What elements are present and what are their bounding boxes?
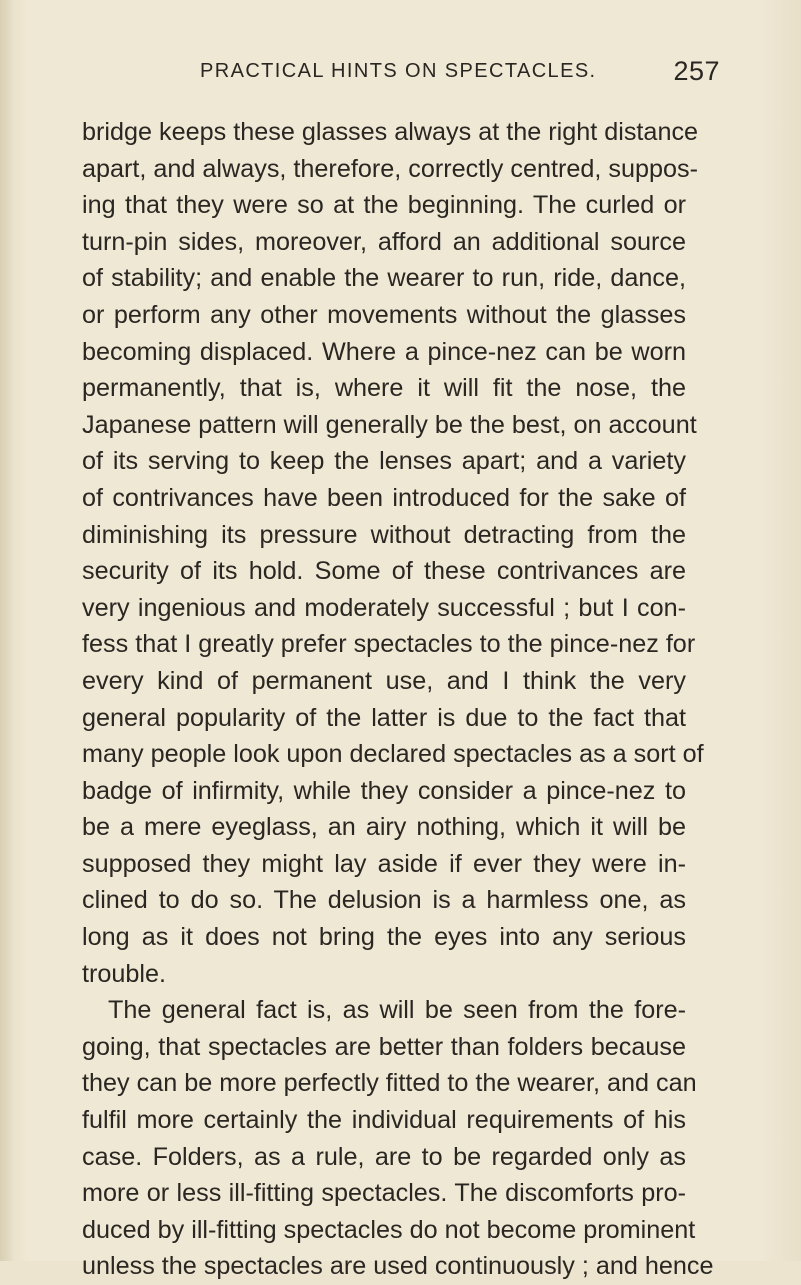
text-line: diminishing its pressure without detracting from the [82,520,686,549]
text-line: they can be more perfectly fitted to the wearer, and can [82,1069,697,1098]
text-line: very ingenious and moderately successful ; but I con- [82,593,686,622]
running-head-title: PRACTICAL HINTS ON SPECTACLES. [200,60,597,82]
text-line: of stability; and enable the wearer to run, ride, dance, [82,264,686,293]
text-line: long as it does not bring the eyes into any serious [82,923,686,952]
text-line: going, that spectacles are better than folders because [82,1032,686,1061]
page-edge-shadow [0,0,14,1261]
text-line: badge of infirmity, while they consider a pince-nez to [82,776,686,805]
text-line: every kind of permanent use, and I think the very [82,666,686,695]
text-line-paragraph-end: trouble. [82,959,167,988]
text-line: clined to do so. The delusion is a harmless one, as [82,886,686,915]
text-line: duced by ill-fitting spectacles do not become prominent [82,1215,696,1244]
text-line: becoming displaced. Where a pince-nez can be worn [82,337,686,366]
text-line: more or less ill-fitting spectacles. The discomforts pro- [82,1179,686,1208]
text-line: or perform any other movements without the glasses [82,300,686,329]
text-line: of its serving to keep the lenses apart; and a variety [82,447,686,476]
text-line: security of its hold. Some of these contrivances are [82,557,686,586]
text-line: general popularity of the latter is due to the fact that [82,703,686,732]
running-head [200,56,720,92]
text-line: fess that I greatly prefer spectacles to the pince-nez for [82,630,696,659]
text-line: Japanese pattern will generally be the best, on account [82,410,697,439]
text-line: apart, and always, therefore, correctly centred, suppos- [82,154,698,183]
text-line: bridge keeps these glasses always at the right distance [82,118,699,146]
page-number: 257 [673,56,720,86]
text-line: turn-pin sides, moreover, afford an additional source [82,227,686,256]
text-line: permanently, that is, where it will fit the nose, the [82,374,686,403]
text-line: supposed they might lay aside if ever they were in- [82,849,686,878]
text-line: be a mere eyeglass, an airy nothing, which it will be [82,813,686,842]
text-line: unless the spectacles are used continuously ; and hence [82,1252,714,1281]
body-text [82,114,714,1285]
text-line: many people look upon declared spectacles as a sort of [82,740,704,769]
text-line: case. Folders, as a rule, are to be regarded only as [82,1142,686,1171]
text-line: fulfil more certainly the individual requirements of his [82,1106,686,1135]
text-line: ing that they were so at the beginning. The curled or [82,191,686,220]
text-line-paragraph-start: The general fact is, as will be seen from the fore- [108,996,686,1025]
text-line: of contrivances have been introduced for the sake of [82,483,686,512]
